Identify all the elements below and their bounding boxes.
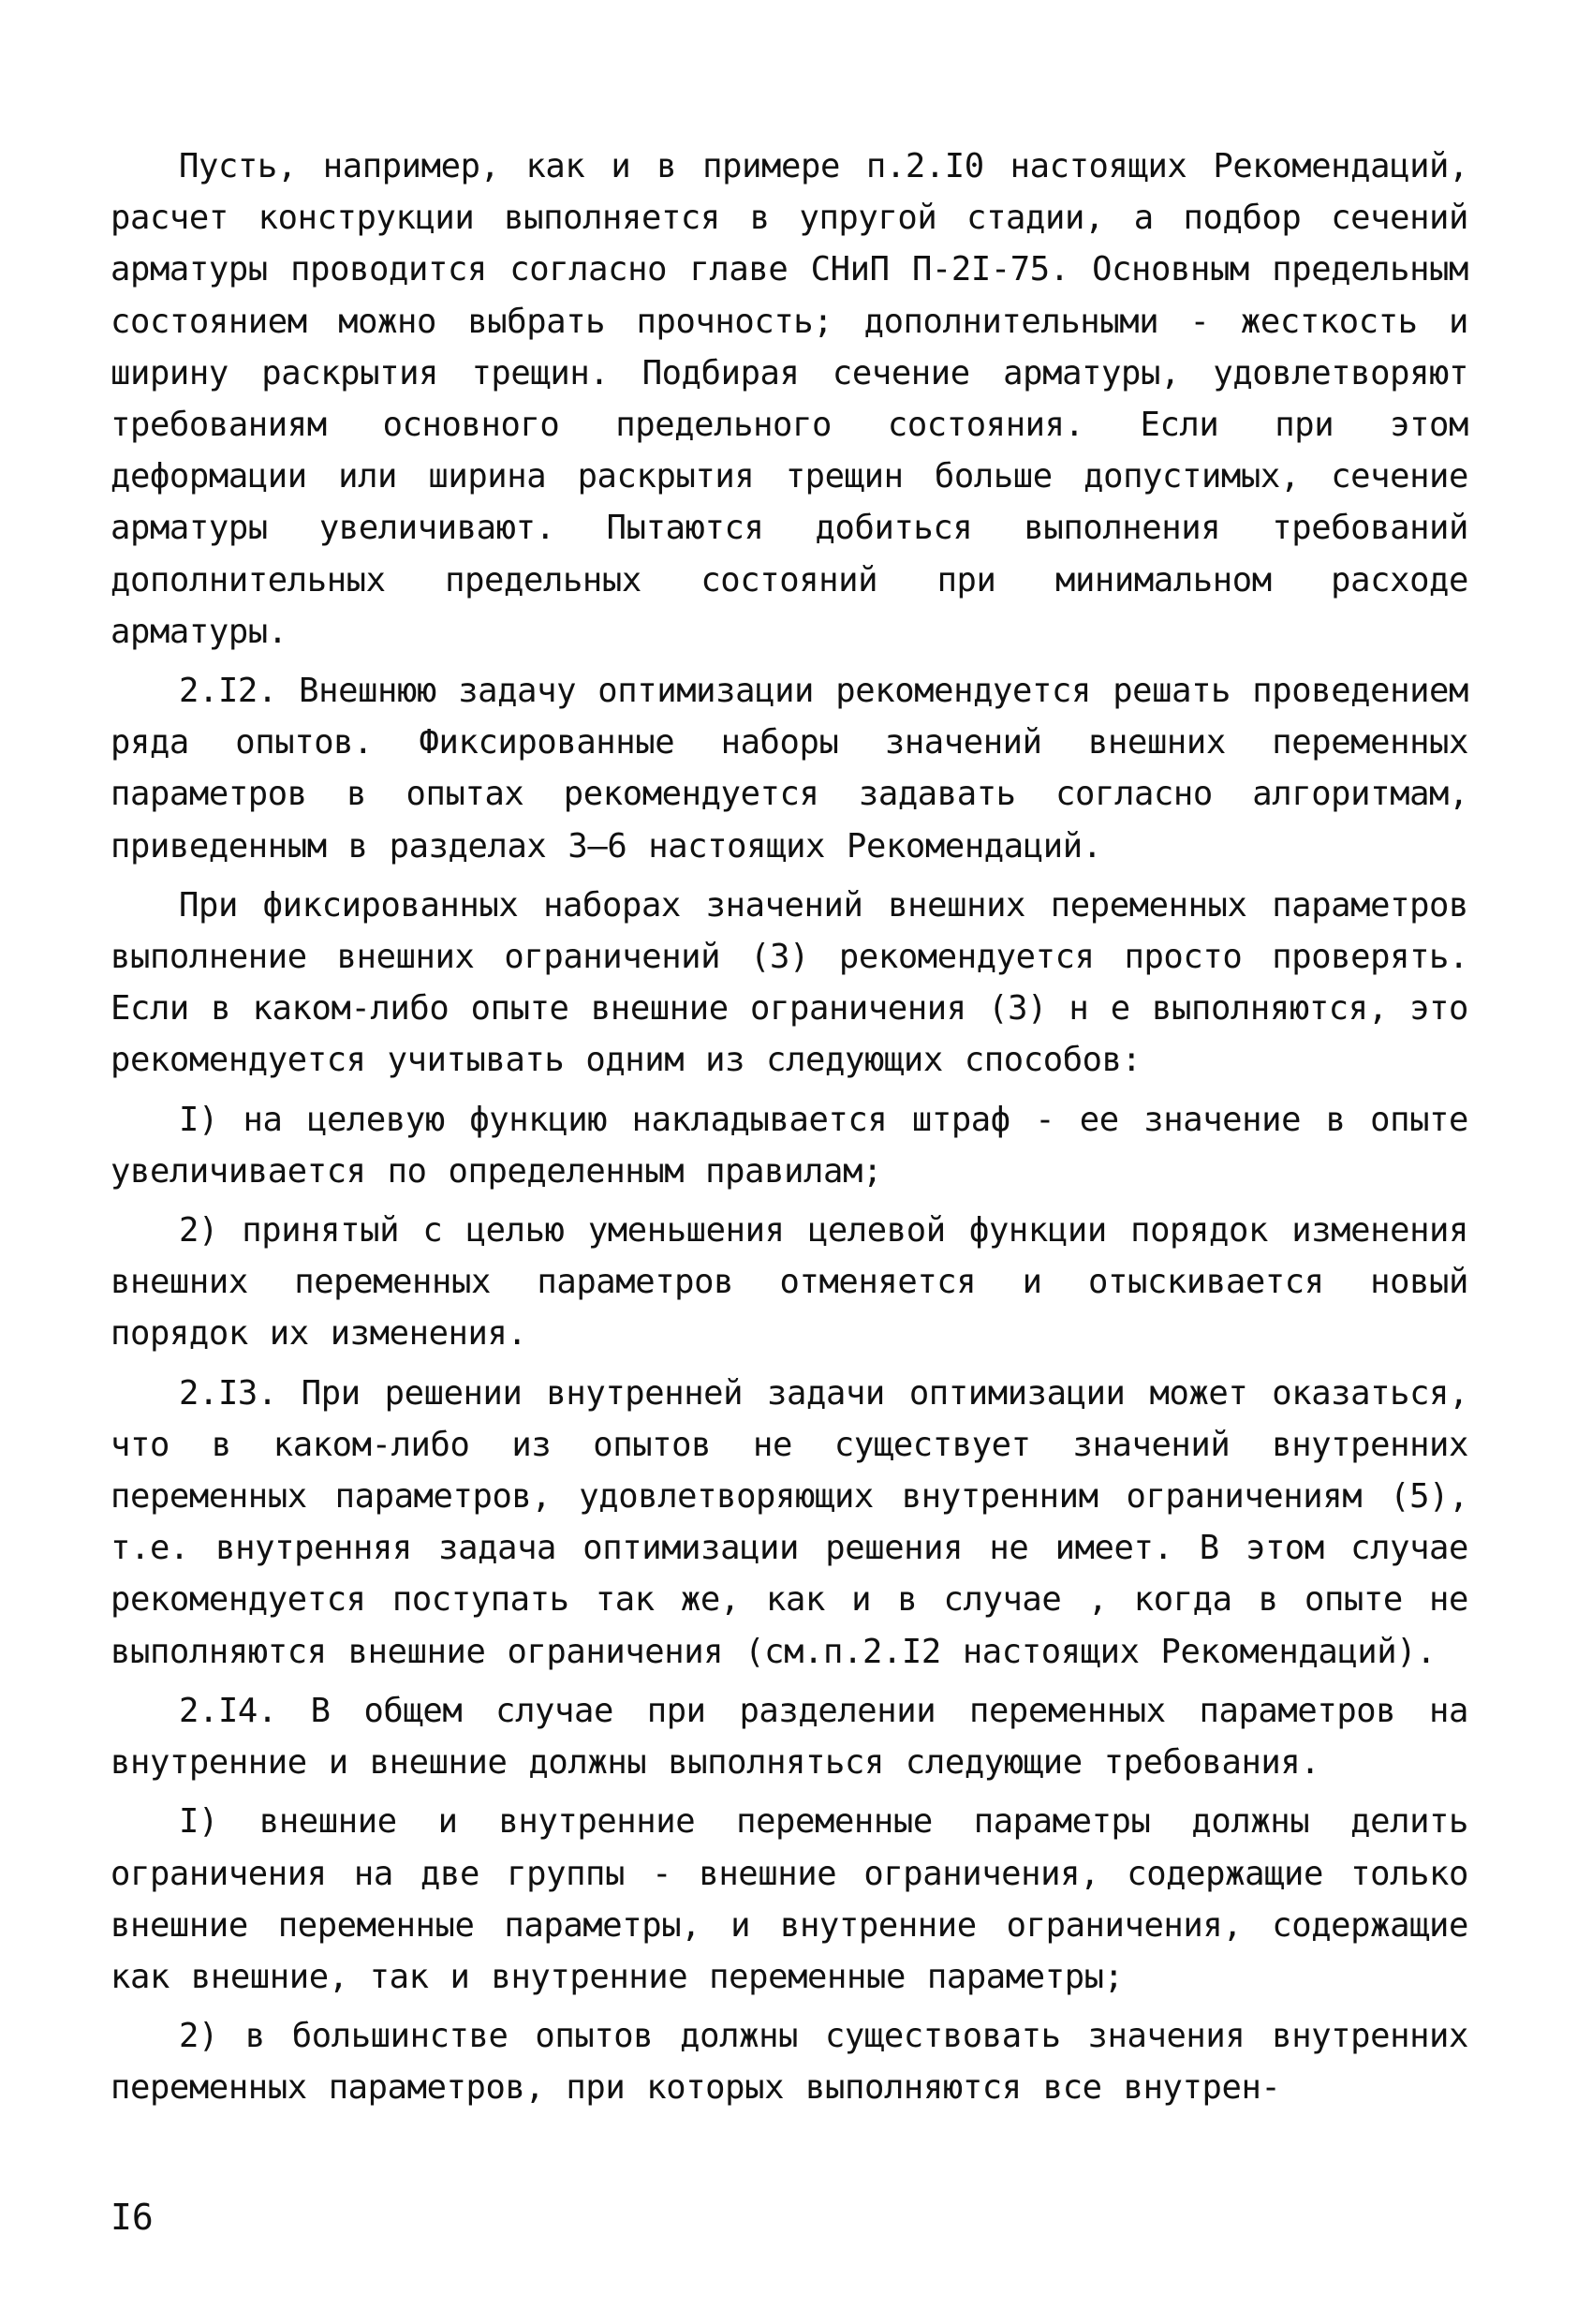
list-item-new-order: 2) принятый с целью уменьшения целевой функции порядок изменения внешних переменных параметров отменяется и отыскивается новый порядок их изменения. [111,1211,1468,1354]
list-item-constraint-groups: I) внешние и внутренние переменные параметры должны делить ограничения на две группы - внешние ограничения, содержащие только внешние переменные параметры, и внутренние ограничения, содержащие как внешние, так и внутренние переменные параметры; [111,1802,1468,1996]
paragraph-2-12: 2.I2. Внешнюю задачу оптимизации рекомендуется решать проведением ряда опытов. Фиксированные наборы значений внешних переменных параметров в опытах рекомендуется задавать согласно алгоритмам, приведенным в разделах 3–6 настоящих Рекомендаций. [111,672,1468,866]
paragraph-2-13: 2.I3. При решении внутренней задачи оптимизации может оказаться, что в каком-либо из опытов не существует значений внутренних переменных параметров, удовлетворяющих внутренним ограничениям (5), т.е. внутренняя задача оптимизации решения не имеет. В этом случае рекомендуется поступать так же, как и в случае , когда в опыте не выполняются внешние ограничения (см.п.2.I2 настоящих Рекомендаций). [111,1373,1468,1671]
list-item-penalty: I) на целевую функцию накладывается штраф - ее значение в опыте увеличивается по определенным правилам; [111,1100,1468,1191]
paragraph-external-constraints: При фиксированных наборах значений внешних переменных параметров выполнение внешних ограничений (3) рекомендуется просто проверять. Если в каком-либо опыте внешние ограничения (3) н е выполняются, это рекомендуется учитывать одним из следующих способов: [111,885,1468,1080]
paragraph-example-intro: Пусть, например, как и в примере п.2.I0 настоящих Рекомендаций, расчет конструкции выполняется в упругой стадии, а подбор сечений арматуры проводится согласно главе СНиП П-2I-75. Основным предельным состоянием можно выбрать прочность; дополнительными - жесткость и ширину раскрытия трещин. Подбирая сечение арматуры, удовлетворяют требованиям основного предельного состояния. Если при этом деформации или ширина раскрытия трещин больше допустимых, сечение арматуры увеличивают. Пытаются добиться выполнения требований дополнительных предельных состояний при минимальном расходе арматуры. [111,147,1468,651]
document-page [111,141,1468,2114]
list-item-internal-values: 2) в большинстве опытов должны существовать значения внутренних переменных параметров, при которых выполняются все внутрен- [111,2017,1468,2108]
paragraph-2-14: 2.I4. В общем случае при разделении переменных параметров на внутренние и внешние должны выполняться следующие требования. [111,1691,1468,1783]
page-number: I6 [111,2197,154,2238]
